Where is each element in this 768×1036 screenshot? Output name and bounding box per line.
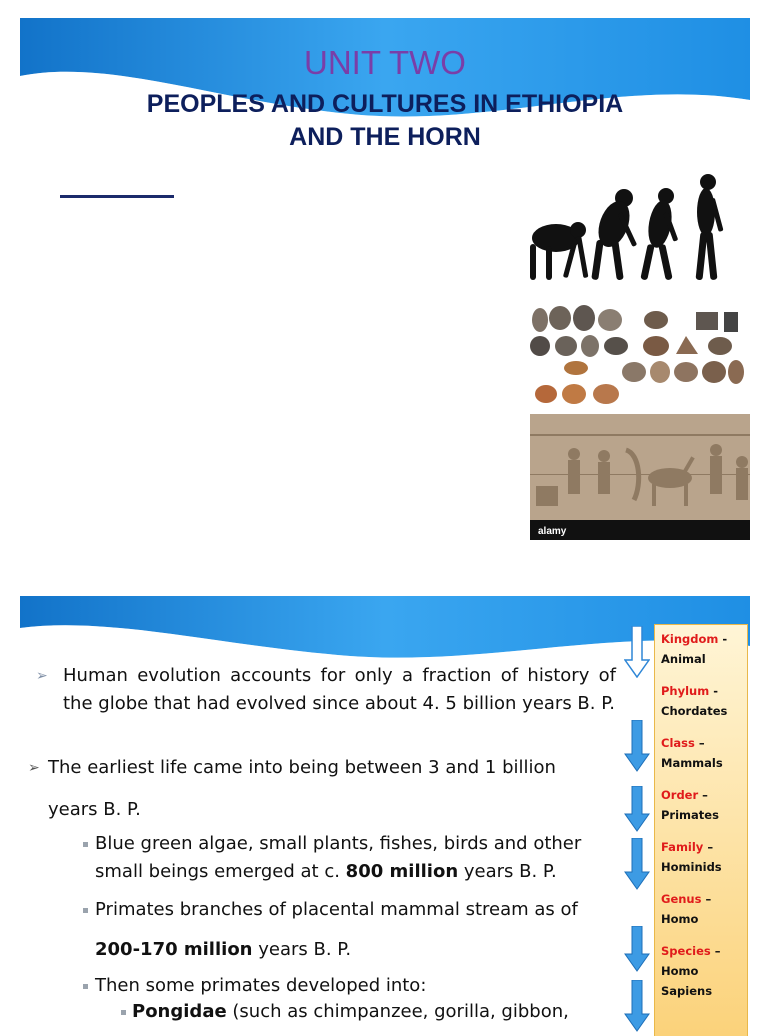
taxonomy-key: Kingdom <box>661 632 719 646</box>
bold-200-170-million: 200-170 million <box>95 939 253 960</box>
taxonomy-sep: – <box>710 944 721 958</box>
chevron-bullet-icon: ➢ <box>28 760 40 776</box>
sub-bullet-1-line-2 <box>95 858 625 886</box>
taxonomy-key: Family <box>661 840 704 854</box>
bold-pongidae: Pongidae <box>132 1001 227 1022</box>
unit-title: UNIT TWO <box>304 44 466 81</box>
underline-bar <box>60 195 174 198</box>
taxonomy-sep: – <box>698 788 708 802</box>
down-arrow-icon <box>624 838 650 890</box>
square-bullet-icon <box>83 984 88 989</box>
taxonomy-value: Chordates <box>661 704 728 718</box>
square-bullet-icon <box>121 1010 126 1015</box>
slide-title <box>20 88 750 154</box>
sub-bullet-2-line-1: Primates branches of placental mammal stream as of <box>95 899 578 920</box>
slide-2 <box>20 596 750 1036</box>
taxonomy-value: Mammals <box>661 756 723 770</box>
relief-carving <box>530 414 750 540</box>
taxonomy-sep: - <box>709 684 719 698</box>
taxonomy-sep: – <box>701 892 712 906</box>
bullet-1-text: Human evolution accounts for only a fraction of history of the globe that had evolved since about 4. 5 billion years B. P. <box>63 665 616 714</box>
taxonomy-value: Animal <box>661 652 706 666</box>
taxonomy-species <box>661 941 747 1001</box>
sub-bullet-3: Then some primates developed into: <box>95 975 427 996</box>
taxonomy-panel <box>654 624 748 1036</box>
bold-800-million: 800 million <box>345 861 459 882</box>
slide-1 <box>20 18 750 563</box>
slide-title-line-1: PEOPLES AND CULTURES IN ETHIOPIA <box>146 90 624 118</box>
taxonomy-value: Hominids <box>661 860 722 874</box>
bullet-2-line-2: years B. P. <box>48 799 141 820</box>
taxonomy-sep: - <box>718 632 728 646</box>
down-arrow-icon <box>624 626 650 678</box>
taxonomy-genus <box>661 889 747 929</box>
slide-title-line-2: AND THE HORN <box>289 123 481 151</box>
taxonomy-family <box>661 837 747 877</box>
sub-bullet-4 <box>132 998 618 1026</box>
taxonomy-value: Primates <box>661 808 719 822</box>
taxonomy-sep: – <box>694 736 705 750</box>
taxonomy-key: Order <box>661 788 699 802</box>
taxonomy-order <box>661 785 747 825</box>
taxonomy-key: Species <box>661 944 711 958</box>
taxonomy-kingdom <box>661 629 747 669</box>
taxonomy-class <box>661 733 747 773</box>
watermark-text: alamy <box>538 526 567 537</box>
taxonomy-sep: – <box>703 840 714 854</box>
taxonomy-key: Class <box>661 736 695 750</box>
ancient-relief-image <box>530 414 750 540</box>
stone-tools-image <box>526 302 746 410</box>
chevron-bullet-icon: ➢ <box>36 668 48 684</box>
down-arrow-icon <box>624 786 650 832</box>
taxonomy-phylum <box>661 681 747 721</box>
square-bullet-icon <box>83 842 88 847</box>
down-arrow-icon <box>624 720 650 772</box>
text-segment: (such as chimpanzee, gorilla, gibbon, <box>226 1001 569 1022</box>
taxonomy-key: Phylum <box>661 684 710 698</box>
taxonomy-value: Homo Sapiens <box>661 964 713 998</box>
taxonomy-key: Genus <box>661 892 702 906</box>
taxonomy-value: Homo <box>661 912 699 926</box>
down-arrow-icon <box>624 980 650 1032</box>
human-evolution-image <box>516 168 740 284</box>
text-segment: small beings emerged at c. <box>95 861 346 882</box>
sub-bullet-1-line-1: Blue green algae, small plants, fishes, birds and other <box>95 833 582 854</box>
text-segment: years B. P. <box>252 939 352 960</box>
sub-bullet-2-line-2 <box>95 936 625 964</box>
square-bullet-icon <box>83 908 88 913</box>
down-arrow-icon <box>624 926 650 972</box>
text-segment: years B. P. <box>458 861 557 882</box>
bullet-2-line-1: The earliest life came into being between 3 and 1 billion <box>48 757 556 778</box>
